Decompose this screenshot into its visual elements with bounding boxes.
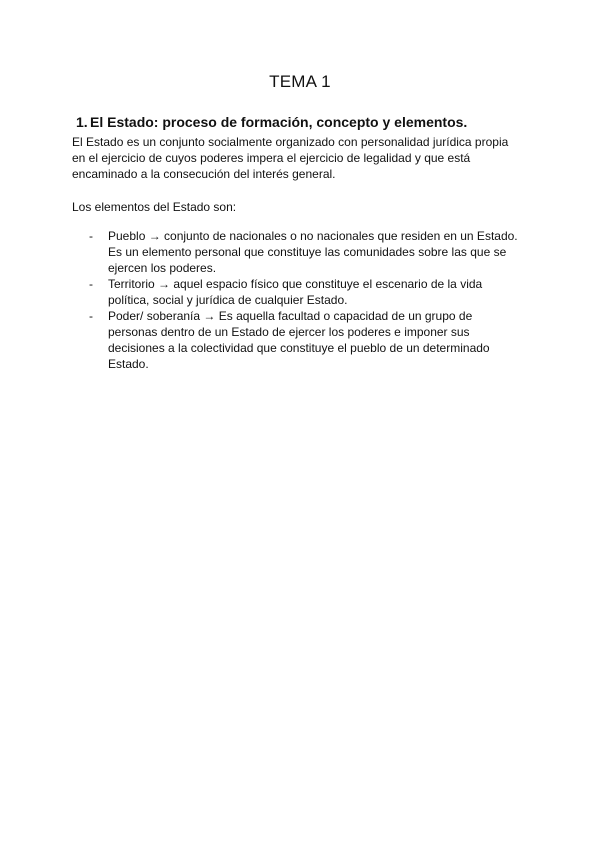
list-item-poder-soberania (72, 308, 532, 372)
document-title: TEMA 1 (269, 72, 331, 91)
list-item-line: política, social y jurídica de cualquier Estado. (108, 293, 348, 307)
list-marker: - (89, 229, 93, 243)
list-item-territorio (72, 276, 532, 308)
list-item-line: Territorio → aquel espacio físico que constituye el escenario de la vida (108, 277, 483, 291)
paragraph-line: encaminado a la consecución del interés general. (72, 167, 336, 181)
list-item-line: Poder/ soberanía → Es aquella facultad o capacidad de un grupo de (108, 309, 473, 323)
elements-intro-paragraph: Los elementos del Estado son: (72, 200, 237, 214)
list-item-line: Estado. (108, 357, 149, 371)
section-number: 1. (76, 114, 88, 130)
list-item-line: personas dentro de un Estado de ejercer los poderes e imponer sus (108, 325, 470, 339)
paragraph-line: El Estado es un conjunto socialmente organizado con personalidad jurídica propia (72, 135, 509, 149)
list-marker: - (89, 309, 93, 323)
section-heading (76, 114, 468, 130)
list-item-pueblo (72, 228, 532, 276)
list-marker: - (89, 277, 93, 291)
definition-paragraph (72, 134, 532, 182)
list-item-line: Es un elemento personal que constituye las comunidades sobre las que se (108, 245, 507, 259)
list-item-line: decisiones a la colectividad que constituye el pueblo de un determinado (108, 341, 490, 355)
elements-list (72, 228, 532, 372)
paragraph-line: en el ejercicio de cuyos poderes impera el ejercicio de legalidad y que está (72, 151, 471, 165)
section-heading-text: El Estado: proceso de formación, concepto y elementos. (90, 114, 468, 130)
list-item-line: ejercen los poderes. (108, 261, 217, 275)
list-item-line: Pueblo → conjunto de nacionales o no nacionales que residen en un Estado. (108, 229, 518, 243)
